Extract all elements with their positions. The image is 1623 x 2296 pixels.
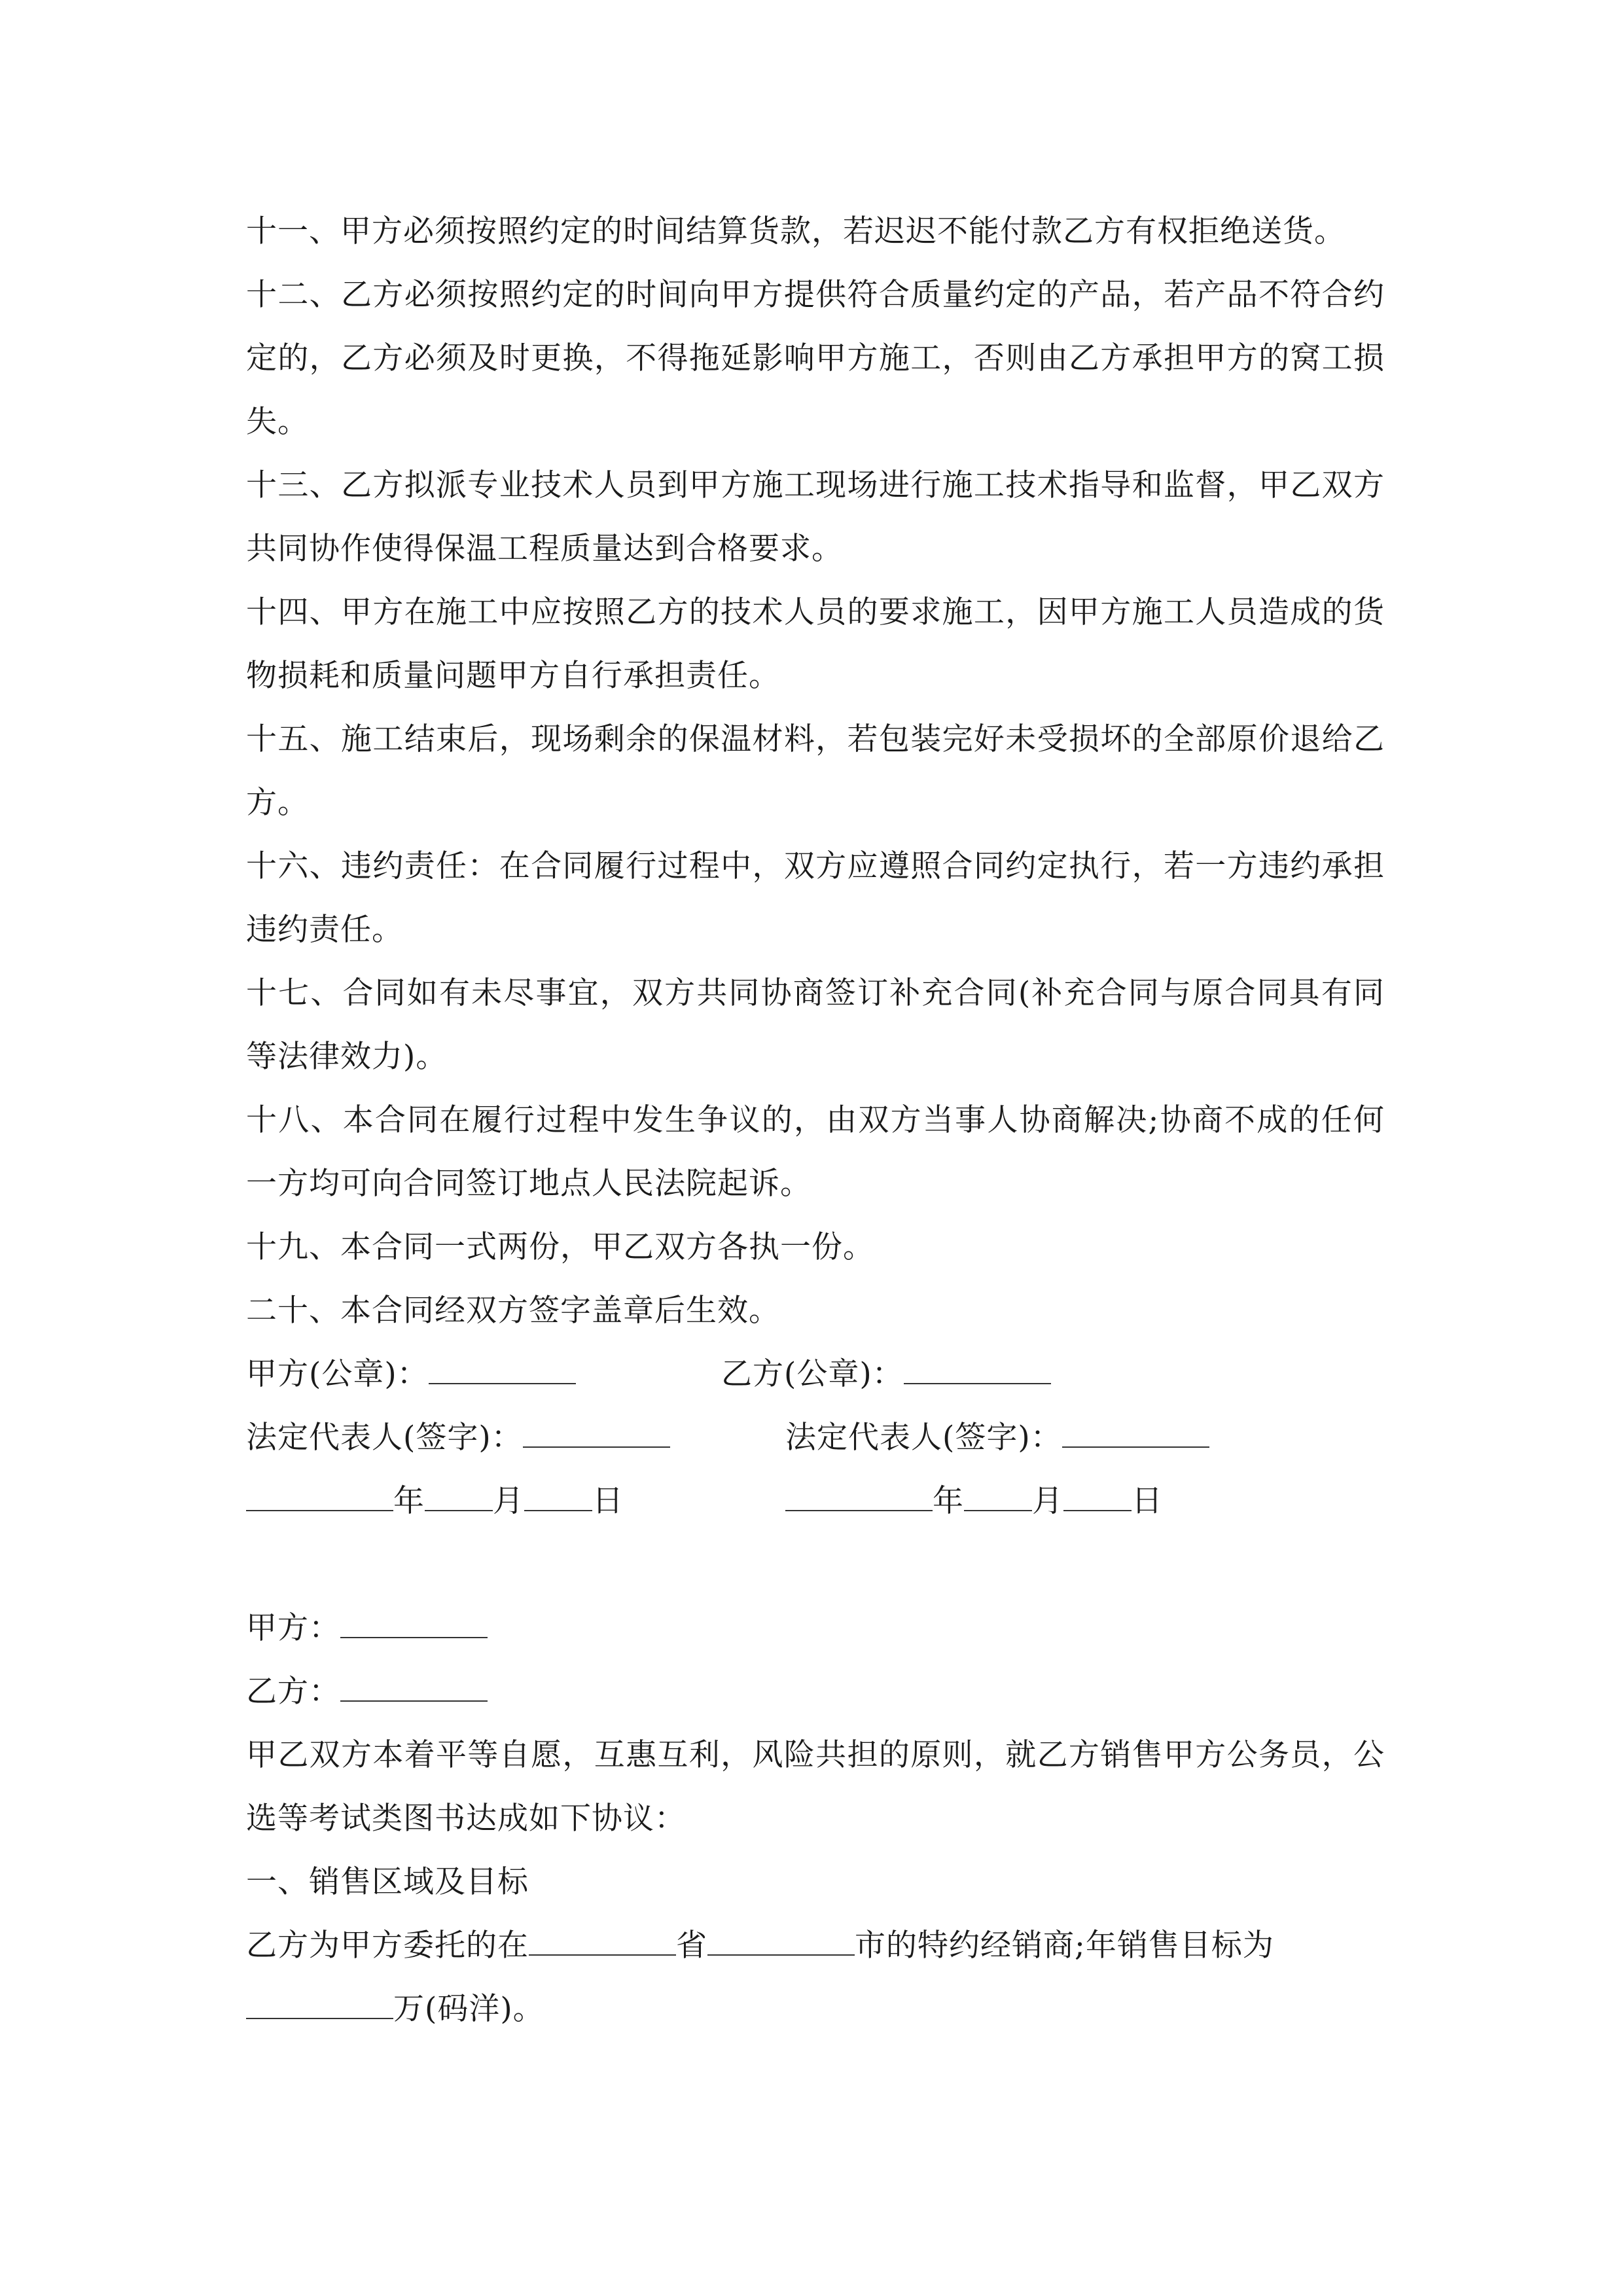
rep-b-label: 法定代表人(签字)： bbox=[785, 1420, 1062, 1456]
date-b-month-label: 月 bbox=[1032, 1483, 1063, 1519]
target-line bbox=[246, 1977, 544, 2041]
clause-16: 十六、违约责任：在合同履行过程中，双方应遵照合同约定执行，若一方违约承担违约责任。 bbox=[246, 848, 1385, 948]
party-a-seal-line bbox=[246, 1342, 576, 1406]
date-a-year-blank[interactable] bbox=[246, 1484, 393, 1511]
date-a-day-label: 日 bbox=[592, 1483, 624, 1519]
party-b-seal-blank[interactable] bbox=[904, 1357, 1051, 1384]
clause-13: 十三、乙方拟派专业技术人员到甲方施工现场进行施工技术指导和监督，甲乙双方共同协作使得保温工程质量达到合格要求。 bbox=[246, 467, 1385, 567]
rep-a-line bbox=[246, 1406, 670, 1469]
date-b-line bbox=[785, 1469, 1163, 1533]
date-b-day-blank[interactable] bbox=[1063, 1484, 1132, 1511]
clause-15: 十五、施工结束后，现场剩余的保温材料，若包装完好未受损坏的全部原价退给乙方。 bbox=[246, 721, 1385, 821]
date-b-year-blank[interactable] bbox=[785, 1484, 933, 1511]
target-unit: 万(码洋)。 bbox=[393, 1991, 544, 2027]
clause-20: 二十、本合同经双方签字盖章后生效。 bbox=[246, 1293, 780, 1329]
agreement-intro: 甲乙双方本着平等自愿，互惠互利，风险共担的原则，就乙方销售甲方公务员，公选等考试类图书达成如下协议： bbox=[246, 1737, 1385, 1837]
party-b-seal-label: 乙方(公章)： bbox=[721, 1356, 904, 1392]
rep-b-blank[interactable] bbox=[1062, 1420, 1209, 1448]
clause-18: 十八、本合同在履行过程中发生争议的，由双方当事人协商解决;协商不成的任何一方均可向合同签订地点人民法院起诉。 bbox=[246, 1102, 1385, 1202]
rep-a-label: 法定代表人(签字)： bbox=[246, 1420, 523, 1456]
city-text: 市的特约经销商;年销售目标为 bbox=[855, 1928, 1274, 1964]
party-a-seal-blank[interactable] bbox=[429, 1357, 576, 1384]
date-a-line bbox=[246, 1469, 624, 1533]
second-party-b-blank[interactable] bbox=[340, 1674, 488, 1702]
region-line bbox=[246, 1914, 1274, 1977]
date-b-day-label: 日 bbox=[1132, 1483, 1163, 1519]
province-label: 省 bbox=[676, 1928, 707, 1964]
rep-a-blank[interactable] bbox=[523, 1420, 670, 1448]
date-b-month-blank[interactable] bbox=[964, 1484, 1032, 1511]
second-party-a-label: 甲方： bbox=[246, 1610, 340, 1646]
clause-12: 十二、乙方必须按照约定的时间向甲方提供符合质量约定的产品，若产品不符合约定的，乙方必须及时更换，不得拖延影响甲方施工，否则由乙方承担甲方的窝工损失。 bbox=[246, 277, 1385, 440]
date-a-year-label: 年 bbox=[393, 1483, 425, 1519]
section-1-title: 一、销售区域及目标 bbox=[246, 1864, 529, 1900]
second-party-b-label: 乙方： bbox=[246, 1674, 340, 1710]
target-blank[interactable] bbox=[246, 1992, 393, 2019]
second-party-b-line bbox=[246, 1660, 488, 1723]
clause-11: 十一、甲方必须按照约定的时间结算货款，若迟迟不能付款乙方有权拒绝送货。 bbox=[246, 213, 1346, 249]
second-party-a-blank[interactable] bbox=[340, 1611, 488, 1638]
second-party-a-line bbox=[246, 1596, 488, 1660]
date-a-day-blank[interactable] bbox=[524, 1484, 592, 1511]
date-b-year-label: 年 bbox=[933, 1483, 964, 1519]
clause-19: 十九、本合同一式两份，甲乙双方各执一份。 bbox=[246, 1229, 874, 1265]
date-a-month-blank[interactable] bbox=[425, 1484, 493, 1511]
clause-14: 十四、甲方在施工中应按照乙方的技术人员的要求施工，因甲方施工人员造成的货物损耗和质量问题甲方自行承担责任。 bbox=[246, 594, 1385, 694]
party-a-seal-label: 甲方(公章)： bbox=[246, 1356, 429, 1392]
date-a-month-label: 月 bbox=[493, 1483, 524, 1519]
city-blank[interactable] bbox=[707, 1928, 855, 1956]
rep-b-line bbox=[785, 1406, 1209, 1469]
clause-17: 十七、合同如有未尽事宜，双方共同协商签订补充合同(补充合同与原合同具有同等法律效力)。 bbox=[246, 975, 1385, 1075]
province-blank[interactable] bbox=[529, 1928, 676, 1956]
party-b-seal-line bbox=[721, 1342, 1051, 1406]
region-prefix: 乙方为甲方委托的在 bbox=[246, 1928, 529, 1964]
